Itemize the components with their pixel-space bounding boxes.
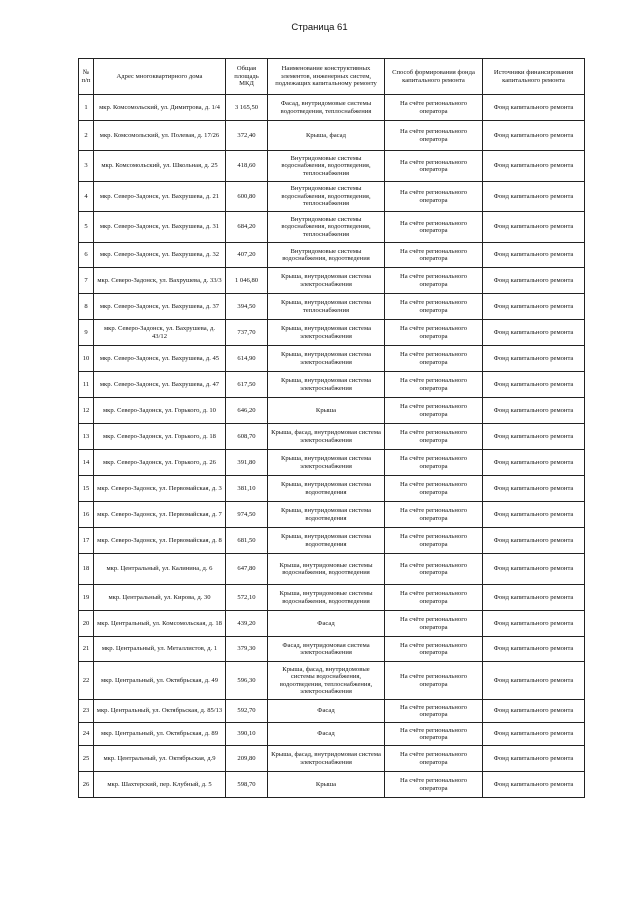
cell-address: мкр. Северо-Задонск, ул. Горького, д. 26: [94, 450, 226, 476]
cell-address: мкр. Северо-Задонск, ул. Горького, д. 10: [94, 398, 226, 424]
cell-num: 1: [79, 95, 94, 121]
cell-source: Фонд капитального ремонта: [483, 502, 585, 528]
cell-area: 974,50: [226, 502, 268, 528]
cell-address: мкр. Комсомольский, ул. Димитрова, д. 1/4: [94, 95, 226, 121]
cell-elements: Крыша, внутридомовая система электроснабжения: [268, 268, 385, 294]
cell-area: 394,50: [226, 294, 268, 320]
cell-source: Фонд капитального ремонта: [483, 637, 585, 662]
cell-method: На счёте регионального оператора: [385, 637, 483, 662]
cell-elements: Крыша, внутридомовая система водоотведения: [268, 476, 385, 502]
header-source: Источники финансирования капитального ремонта: [483, 59, 585, 95]
cell-method: На счёте регионального оператора: [385, 476, 483, 502]
cell-num: 20: [79, 611, 94, 637]
cell-area: 600,80: [226, 182, 268, 212]
cell-address: мкр. Северо-Задонск, ул. Горького, д. 18: [94, 424, 226, 450]
cell-method: На счёте регионального оператора: [385, 372, 483, 398]
cell-method: На счёте регионального оператора: [385, 121, 483, 151]
table-row: [79, 372, 585, 398]
cell-num: 12: [79, 398, 94, 424]
cell-address: мкр. Центральный, ул. Октябрьская, д. 49: [94, 662, 226, 700]
cell-method: На счёте регионального оператора: [385, 95, 483, 121]
cell-area: 647,80: [226, 554, 268, 585]
table-row: [79, 268, 585, 294]
cell-source: Фонд капитального ремонта: [483, 723, 585, 746]
header-method: Способ формирования фонда капитального ремонта: [385, 59, 483, 95]
table-row: [79, 182, 585, 212]
cell-source: Фонд капитального ремонта: [483, 372, 585, 398]
cell-method: На счёте регионального оператора: [385, 700, 483, 723]
cell-source: Фонд капитального ремонта: [483, 611, 585, 637]
table-row: [79, 637, 585, 662]
cell-area: 381,10: [226, 476, 268, 502]
cell-source: Фонд капитального ремонта: [483, 424, 585, 450]
cell-source: Фонд капитального ремонта: [483, 294, 585, 320]
cell-address: мкр. Комсомольский, ул. Школьная, д. 25: [94, 151, 226, 182]
cell-source: Фонд капитального ремонта: [483, 662, 585, 700]
cell-area: 617,50: [226, 372, 268, 398]
cell-elements: Крыша, внутридомовая система электроснабжения: [268, 346, 385, 372]
cell-address: мкр. Центральный, ул. Металлистов, д. 1: [94, 637, 226, 662]
cell-num: 15: [79, 476, 94, 502]
cell-address: мкр. Шахтерский, пер. Клубный, д. 5: [94, 772, 226, 798]
cell-elements: Крыша, внутридомовая система электроснабжения: [268, 450, 385, 476]
cell-num: 4: [79, 182, 94, 212]
cell-method: На счёте регионального оператора: [385, 585, 483, 611]
cell-elements: Внутридомовые системы водоснабжения, водоотведения, теплоснабжения: [268, 212, 385, 243]
cell-source: Фонд капитального ремонта: [483, 182, 585, 212]
cell-address: мкр. Северо-Задонск, ул. Вахрушева, д. 43/12: [94, 320, 226, 346]
table-row: [79, 450, 585, 476]
table-row: [79, 772, 585, 798]
cell-area: 598,70: [226, 772, 268, 798]
cell-method: На счёте регионального оператора: [385, 268, 483, 294]
cell-source: Фонд капитального ремонта: [483, 554, 585, 585]
cell-elements: Крыша, внутридомовая система водоотведения: [268, 502, 385, 528]
cell-num: 10: [79, 346, 94, 372]
cell-elements: Фасад: [268, 611, 385, 637]
table-row: [79, 528, 585, 554]
cell-area: 372,40: [226, 121, 268, 151]
cell-num: 5: [79, 212, 94, 243]
cell-address: мкр. Центральный, ул. Октябрьская, д.9: [94, 746, 226, 772]
cell-elements: Внутридомовые системы водоснабжения, водоотведения: [268, 243, 385, 268]
table-row: [79, 243, 585, 268]
header-area: Общая площадь МКД: [226, 59, 268, 95]
table-body: [79, 95, 585, 798]
cell-num: 9: [79, 320, 94, 346]
cell-method: На счёте регионального оператора: [385, 294, 483, 320]
table-row: [79, 398, 585, 424]
cell-elements: Фасад: [268, 723, 385, 746]
cell-address: мкр. Центральный, ул. Калинина, д. 6: [94, 554, 226, 585]
cell-num: 3: [79, 151, 94, 182]
table-row: [79, 424, 585, 450]
cell-elements: Крыша, фасад, внутридомовая система электроснабжения: [268, 424, 385, 450]
cell-address: мкр. Центральный, ул. Октябрьская, д. 85/13: [94, 700, 226, 723]
cell-method: На счёте регионального оператора: [385, 502, 483, 528]
table-row: [79, 723, 585, 746]
cell-area: 407,20: [226, 243, 268, 268]
cell-elements: Крыша, внутридомовая система электроснабжения: [268, 320, 385, 346]
table-row: [79, 346, 585, 372]
cell-num: 23: [79, 700, 94, 723]
cell-source: Фонд капитального ремонта: [483, 121, 585, 151]
cell-address: мкр. Центральный, ул. Октябрьская, д. 89: [94, 723, 226, 746]
cell-source: Фонд капитального ремонта: [483, 268, 585, 294]
cell-num: 16: [79, 502, 94, 528]
cell-source: Фонд капитального ремонта: [483, 700, 585, 723]
cell-method: На счёте регионального оператора: [385, 723, 483, 746]
cell-num: 18: [79, 554, 94, 585]
cell-num: 19: [79, 585, 94, 611]
cell-num: 21: [79, 637, 94, 662]
cell-elements: Крыша: [268, 772, 385, 798]
cell-source: Фонд капитального ремонта: [483, 585, 585, 611]
header-num: № п/п: [79, 59, 94, 95]
cell-address: мкр. Северо-Задонск, ул. Первомайская, д. 7: [94, 502, 226, 528]
cell-area: 614,90: [226, 346, 268, 372]
cell-num: 2: [79, 121, 94, 151]
header-address: Адрес многоквартирного дома: [94, 59, 226, 95]
cell-elements: Внутридомовые системы водоснабжения, водоотведения, теплоснабжения: [268, 151, 385, 182]
cell-num: 8: [79, 294, 94, 320]
cell-elements: Фасад, внутридомовая система электроснабжения: [268, 637, 385, 662]
cell-area: 439,20: [226, 611, 268, 637]
cell-source: Фонд капитального ремонта: [483, 212, 585, 243]
cell-area: 572,10: [226, 585, 268, 611]
cell-num: 24: [79, 723, 94, 746]
cell-method: На счёте регионального оператора: [385, 611, 483, 637]
cell-elements: Фасад, внутридомовые системы водоотведения, теплоснабжения: [268, 95, 385, 121]
cell-method: На счёте регионального оператора: [385, 320, 483, 346]
cell-area: 681,50: [226, 528, 268, 554]
cell-area: 608,70: [226, 424, 268, 450]
table-row: [79, 212, 585, 243]
cell-method: На счёте регионального оператора: [385, 398, 483, 424]
cell-address: мкр. Северо-Задонск, ул. Вахрушева, д. 32: [94, 243, 226, 268]
cell-num: 25: [79, 746, 94, 772]
cell-method: На счёте регионального оператора: [385, 450, 483, 476]
table-row: [79, 121, 585, 151]
cell-elements: Крыша, внутридомовая система теплоснабжения: [268, 294, 385, 320]
cell-method: На счёте регионального оператора: [385, 243, 483, 268]
cell-address: мкр. Центральный, ул. Комсомольская, д. 18: [94, 611, 226, 637]
table-header-row: [79, 59, 585, 95]
table-row: [79, 294, 585, 320]
cell-elements: Крыша: [268, 398, 385, 424]
table-row: [79, 662, 585, 700]
cell-method: На счёте регионального оператора: [385, 424, 483, 450]
cell-area: 592,70: [226, 700, 268, 723]
cell-elements: Крыша, внутридомовые системы водоснабжения, водоотведения: [268, 554, 385, 585]
cell-address: мкр. Северо-Задонск, ул. Вахрушева, д. 37: [94, 294, 226, 320]
table-row: [79, 476, 585, 502]
cell-num: 17: [79, 528, 94, 554]
cell-elements: Крыша, фасад, внутридомовая система электроснабжения: [268, 746, 385, 772]
cell-method: На счёте регионального оператора: [385, 772, 483, 798]
cell-source: Фонд капитального ремонта: [483, 320, 585, 346]
cell-num: 6: [79, 243, 94, 268]
cell-area: 3 165,50: [226, 95, 268, 121]
cell-method: На счёте регионального оператора: [385, 151, 483, 182]
cell-area: 1 046,80: [226, 268, 268, 294]
cell-area: 737,70: [226, 320, 268, 346]
cell-elements: Крыша, внутридомовые системы водоснабжения, водоотведения: [268, 585, 385, 611]
cell-area: 209,80: [226, 746, 268, 772]
table-row: [79, 151, 585, 182]
table-row: [79, 611, 585, 637]
cell-elements: Крыша, внутридомовая система электроснабжения: [268, 372, 385, 398]
cell-area: 646,20: [226, 398, 268, 424]
cell-source: Фонд капитального ремонта: [483, 528, 585, 554]
cell-num: 14: [79, 450, 94, 476]
cell-address: мкр. Северо-Задонск, ул. Вахрушева, д. 45: [94, 346, 226, 372]
page-title: Страница 61: [291, 22, 348, 33]
cell-elements: Внутридомовые системы водоснабжения, водоотведения, теплоснабжения: [268, 182, 385, 212]
cell-method: На счёте регионального оператора: [385, 182, 483, 212]
table-row: [79, 746, 585, 772]
cell-source: Фонд капитального ремонта: [483, 772, 585, 798]
cell-address: мкр. Северо-Задонск, ул. Первомайская, д. 8: [94, 528, 226, 554]
table-row: [79, 700, 585, 723]
cell-source: Фонд капитального ремонта: [483, 151, 585, 182]
cell-method: На счёте регионального оператора: [385, 662, 483, 700]
cell-address: мкр. Северо-Задонск, ул. Вахрушева, д. 47: [94, 372, 226, 398]
header-elements: Наименование конструктивных элементов, инженерных систем, подлежащих капитальному ремонту: [268, 59, 385, 95]
cell-address: мкр. Северо-Задонск, ул. Вахрушева, д. 21: [94, 182, 226, 212]
cell-area: 390,10: [226, 723, 268, 746]
cell-num: 26: [79, 772, 94, 798]
cell-source: Фонд капитального ремонта: [483, 476, 585, 502]
cell-source: Фонд капитального ремонта: [483, 243, 585, 268]
cell-num: 7: [79, 268, 94, 294]
cell-source: Фонд капитального ремонта: [483, 95, 585, 121]
cell-area: 418,60: [226, 151, 268, 182]
cell-source: Фонд капитального ремонта: [483, 398, 585, 424]
cell-elements: Фасад: [268, 700, 385, 723]
cell-elements: Крыша, внутридомовая система водоотведения: [268, 528, 385, 554]
cell-address: мкр. Северо-Задонск, ул. Вахрушева, д. 33/3: [94, 268, 226, 294]
table-row: [79, 95, 585, 121]
table-row: [79, 585, 585, 611]
cell-address: мкр. Комсомольский, ул. Полевая, д. 17/26: [94, 121, 226, 151]
cell-method: На счёте регионального оператора: [385, 346, 483, 372]
table-row: [79, 502, 585, 528]
repair-table: [78, 58, 585, 798]
cell-method: На счёте регионального оператора: [385, 528, 483, 554]
table-row: [79, 554, 585, 585]
cell-source: Фонд капитального ремонта: [483, 346, 585, 372]
cell-area: 596,30: [226, 662, 268, 700]
cell-elements: Крыша, фасад, внутридомовые системы водоснабжения, водоотведения, теплоснабжения, электроснабжения: [268, 662, 385, 700]
cell-address: мкр. Северо-Задонск, ул. Первомайская, д. 3: [94, 476, 226, 502]
cell-num: 11: [79, 372, 94, 398]
cell-area: 391,80: [226, 450, 268, 476]
table-row: [79, 320, 585, 346]
cell-address: мкр. Центральный, ул. Кирова, д. 30: [94, 585, 226, 611]
cell-num: 13: [79, 424, 94, 450]
cell-elements: Крыша, фасад: [268, 121, 385, 151]
cell-method: На счёте регионального оператора: [385, 212, 483, 243]
cell-num: 22: [79, 662, 94, 700]
cell-area: 379,30: [226, 637, 268, 662]
cell-address: мкр. Северо-Задонск, ул. Вахрушева, д. 31: [94, 212, 226, 243]
cell-method: На счёте регионального оператора: [385, 554, 483, 585]
cell-source: Фонд капитального ремонта: [483, 746, 585, 772]
cell-area: 684,20: [226, 212, 268, 243]
cell-source: Фонд капитального ремонта: [483, 450, 585, 476]
cell-method: На счёте регионального оператора: [385, 746, 483, 772]
